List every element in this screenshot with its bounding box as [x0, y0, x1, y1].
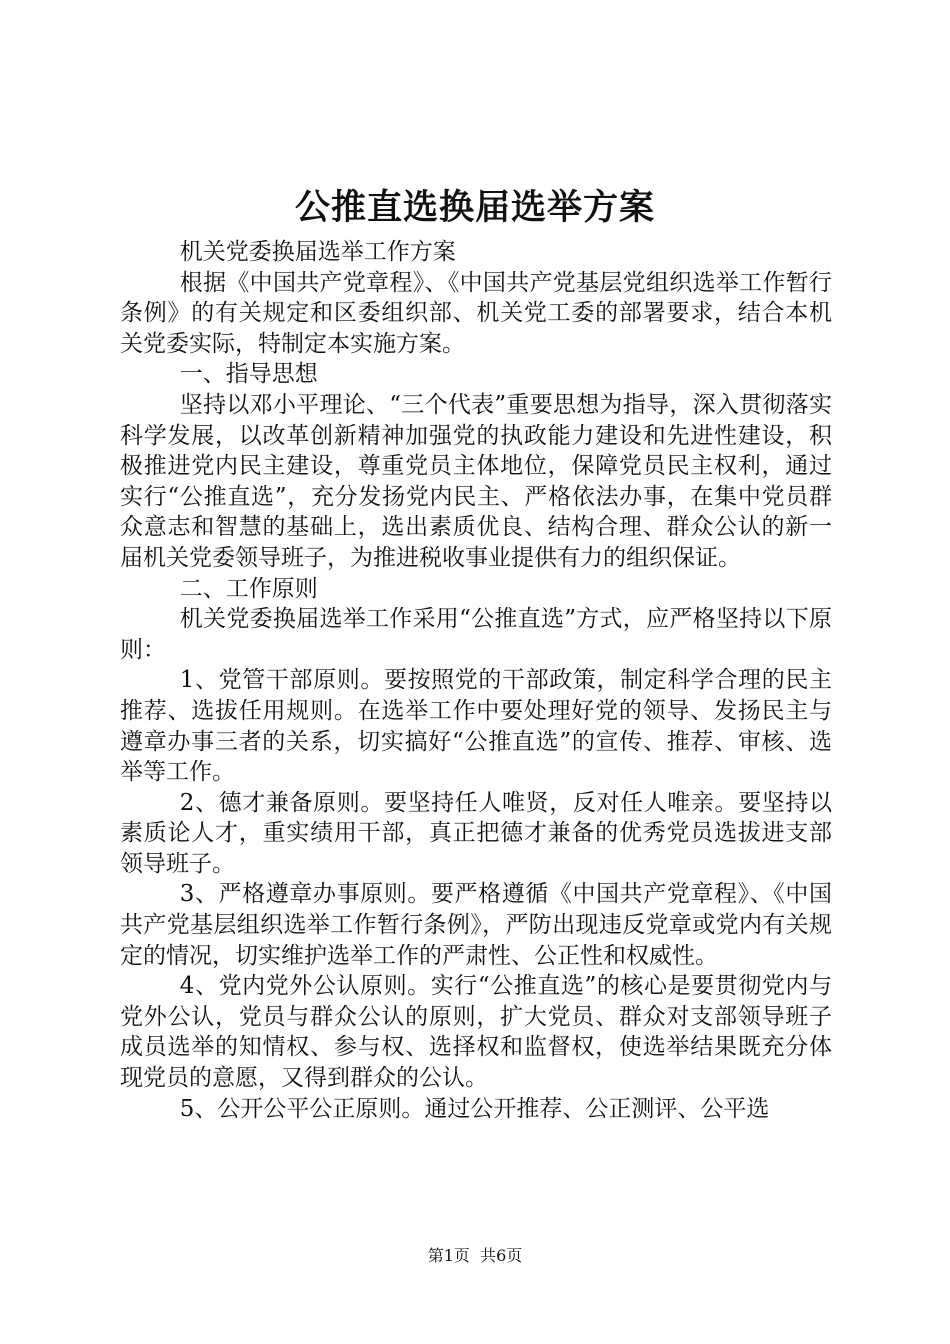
- paragraph-guiding-ideology: 坚持以邓小平理论、“三个代表”重要思想为指导，深入贯彻落实科学发展，以改革创新精神加强党的执政能力建设和先进性建设，积极推进党内民主建设，尊重党员主体地位，保障党员民主权利，通过实行“公推直选”，充分发扬党内民主、严格依法办事，在集中党员群众意志和智慧的基础上，选出素质优良、结构合理、群众公认的新一届机关党委领导班子，为推进税收事业提供有力的组织保证。: [120, 391, 832, 571]
- paragraph-principle-2: 2、德才兼备原则。要坚持任人唯贤，反对任人唯亲。要坚持以素质论人才，重实绩用干部，真正把德才兼备的优秀党员选拔进支部领导班子。: [120, 789, 832, 877]
- page-total: 共6页: [480, 1246, 523, 1265]
- page-number: 第1页: [427, 1246, 470, 1265]
- paragraph-principles-intro: 机关党委换届选举工作采用“公推直选”方式，应严格坚持以下原则：: [120, 606, 832, 663]
- paragraph-principle-1: 1、党管干部原则。要按照党的干部政策，制定科学合理的民主推荐、选拔任用规则。在选举工作中要处理好党的领导、发扬民主与遵章办事三者的关系，切实搞好“公推直选”的宣传、推荐、审核、选举等工作。: [120, 667, 832, 786]
- document-title: 公推直选换届选举方案: [294, 187, 655, 228]
- paragraph-subtitle: 机关党委换届选举工作方案: [179, 239, 456, 265]
- page-footer: [0, 1245, 950, 1267]
- paragraph-principle-3: 3、严格遵章办事原则。要严格遵循《中国共产党章程》、《中国共产党基层组织选举工作暂行条例》，严防出现违反党章或党内有关规定的情况，切实维护选举工作的严肃性、公正性和权威性。: [120, 881, 832, 969]
- document-body: [120, 237, 832, 1124]
- paragraph-principle-4: 4、党内党外公认原则。实行“公推直选”的核心是要贯彻党内与党外公认，党员与群众公认的原则，扩大党员、群众对支部领导班子成员选举的知情权、参与权、选择权和监督权，使选举结果既充分体现党员的意愿，又得到群众的公认。: [120, 973, 832, 1092]
- paragraph-intro: 根据《中国共产党章程》、《中国共产党基层党组织选举工作暂行条例》的有关规定和区委组织部、机关党工委的部署要求，结合本机关党委实际，特制定本实施方案。: [120, 269, 832, 357]
- section-heading-guiding-ideology: 一、指导思想: [179, 361, 318, 388]
- section-heading-work-principles: 二、工作原则: [179, 575, 318, 602]
- paragraph-principle-5: 5、公开公平公正原则。通过公开推荐、公正测评、公平选: [179, 1095, 770, 1122]
